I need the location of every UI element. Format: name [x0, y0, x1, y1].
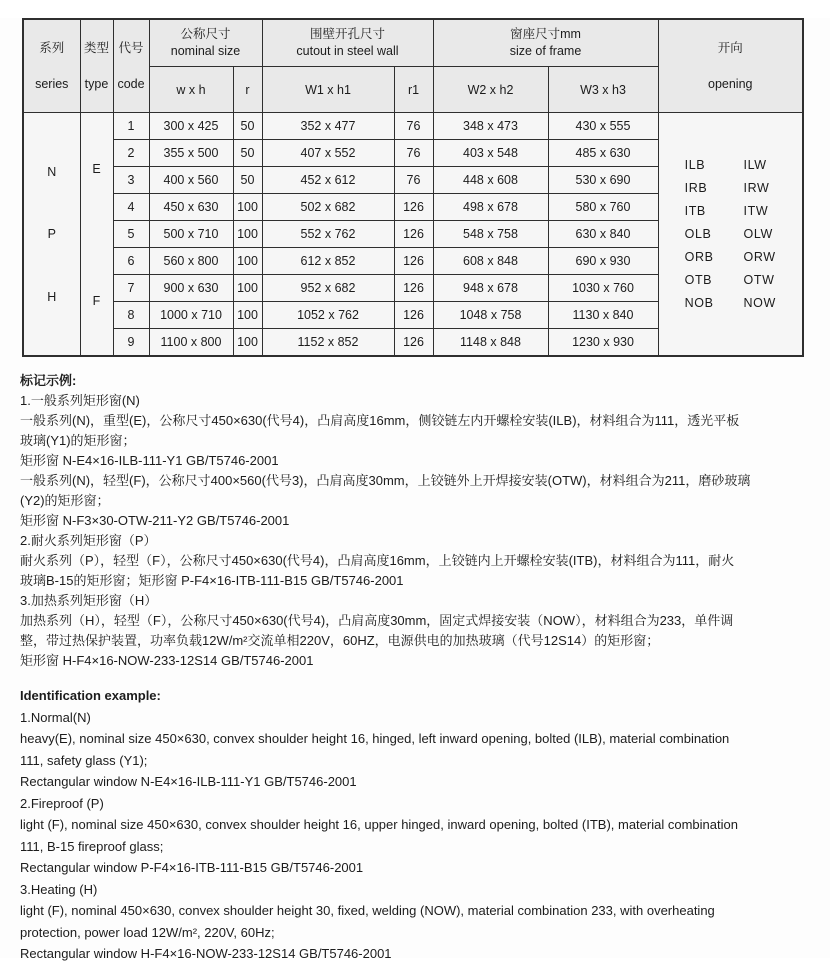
cell-r: 100: [233, 248, 262, 275]
header-cutout-en: cutout in steel wall: [296, 44, 399, 58]
cell-r: 100: [233, 275, 262, 302]
note-line: 111, safety glass (Y1);: [20, 752, 148, 768]
header-frame-size: [433, 19, 658, 67]
cell-r1: 126: [394, 194, 433, 221]
header-nominal-en: nominal size: [170, 44, 241, 58]
type-E: E: [92, 162, 101, 176]
cell-w2h2: 608 x 848: [433, 248, 548, 275]
series-H: H: [47, 289, 57, 304]
cell-r: 100: [233, 194, 262, 221]
notes-english: [20, 685, 830, 965]
header-r: r: [233, 67, 262, 113]
header-nominal-size: [149, 19, 262, 67]
opening-code: NOW: [743, 296, 776, 310]
opening-code: IRB: [684, 181, 708, 195]
header-frame-cn: 窗座尺寸mm: [510, 27, 581, 41]
table-row: [23, 113, 803, 140]
header-frame-en: size of frame: [509, 44, 582, 58]
cell-r: 50: [233, 140, 262, 167]
document-page: [0, 18, 830, 961]
cell-wxh: 400 x 560: [149, 167, 233, 194]
opening-code: IRW: [743, 181, 770, 195]
notes-en-title: Identification example:: [20, 688, 161, 703]
cell-code: 6: [113, 248, 149, 275]
cell-w1h1: 352 x 477: [262, 113, 394, 140]
series-cell: [23, 113, 80, 357]
cell-w3h3: 430 x 555: [548, 113, 658, 140]
opening-code: ORW: [743, 250, 776, 264]
opening-code: ORB: [684, 250, 714, 264]
notes-chinese: [20, 371, 830, 671]
note-line: protection, power load 12W/m², 220V, 60Hz;: [20, 924, 275, 940]
cell-w1h1: 952 x 682: [262, 275, 394, 302]
cell-r: 50: [233, 113, 262, 140]
cell-w2h2: 1048 x 758: [433, 302, 548, 329]
cell-r1: 126: [394, 221, 433, 248]
cell-w3h3: 630 x 840: [548, 221, 658, 248]
cell-w1h1: 407 x 552: [262, 140, 394, 167]
cell-wxh: 900 x 630: [149, 275, 233, 302]
header-opening-en: opening: [708, 76, 753, 91]
cell-w2h2: 403 x 548: [433, 140, 548, 167]
opening-code: ILB: [684, 158, 706, 172]
table-header-row-1: [23, 19, 803, 67]
notes-cn-title: 标记示例:: [20, 373, 77, 388]
opening-code: NOB: [684, 296, 714, 310]
spec-table: [22, 18, 804, 357]
type-cell: [80, 113, 113, 357]
cell-w2h2: 948 x 678: [433, 275, 548, 302]
header-code-cn: 代号: [118, 41, 144, 56]
header-series-en: series: [35, 76, 69, 91]
note-line: 3.加热系列矩形窗（H）: [20, 593, 158, 608]
note-line: 矩形窗 N-E4×16-ILB-111-Y1 GB/T5746-2001: [20, 453, 279, 468]
opening-code: OTB: [684, 273, 713, 287]
note-line: light (F), nominal size 450×630, convex shoulder height 16, upper hinged, inward opening, bolted (ITB), material combination: [20, 817, 738, 832]
header-type-en: type: [84, 76, 109, 91]
opening-code: OLW: [743, 227, 773, 241]
cell-r1: 126: [394, 329, 433, 357]
header-type: [80, 19, 113, 113]
header-code: [113, 19, 149, 113]
series-P: P: [47, 227, 56, 241]
note-line: 3.Heating (H): [20, 881, 98, 897]
cell-code: 5: [113, 221, 149, 248]
note-line: 2.耐火系列矩形窗（P）: [20, 533, 157, 548]
cell-code: 1: [113, 113, 149, 140]
cell-wxh: 450 x 630: [149, 194, 233, 221]
cell-r1: 126: [394, 302, 433, 329]
cell-wxh: 560 x 800: [149, 248, 233, 275]
note-line: (Y2)的矩形窗；: [20, 493, 110, 508]
type-F: F: [92, 294, 101, 308]
cell-w1h1: 612 x 852: [262, 248, 394, 275]
cell-w3h3: 530 x 690: [548, 167, 658, 194]
note-line: 耐火系列（P），轻型（F），公称尺寸450×630(代号4)，凸肩高度16mm，上铰链内上开螺栓安装(ITB)，材料组合为111，耐火: [20, 553, 735, 568]
cell-r: 100: [233, 329, 262, 357]
note-line: Rectangular window N-E4×16-ILB-111-Y1 GB/T5746-2001: [20, 774, 357, 789]
opening-code: ITB: [684, 204, 706, 218]
cell-w2h2: 1148 x 848: [433, 329, 548, 357]
opening-code: ITW: [743, 204, 769, 218]
cell-r1: 126: [394, 275, 433, 302]
cell-wxh: 355 x 500: [149, 140, 233, 167]
note-line: 矩形窗 N-F3×30-OTW-211-Y2 GB/T5746-2001: [20, 513, 290, 528]
opening-code: OTW: [743, 273, 775, 287]
header-opening: [658, 19, 803, 113]
cell-r: 100: [233, 221, 262, 248]
cell-r1: 126: [394, 248, 433, 275]
cell-wxh: 300 x 425: [149, 113, 233, 140]
cell-wxh: 1000 x 710: [149, 302, 233, 329]
note-line: 加热系列（H），轻型（F），公称尺寸450×630(代号4)，凸肩高度30mm，固定式焊接安装（NOW），材料组合为233，单件调: [20, 613, 734, 628]
cell-w3h3: 580 x 760: [548, 194, 658, 221]
cell-code: 2: [113, 140, 149, 167]
header-type-cn: 类型: [83, 41, 109, 56]
cell-code: 8: [113, 302, 149, 329]
cell-w1h1: 452 x 612: [262, 167, 394, 194]
cell-w3h3: 1130 x 840: [548, 302, 658, 329]
note-line: 1.Normal(N): [20, 709, 91, 725]
cell-code: 3: [113, 167, 149, 194]
header-w3xh3: W3 x h3: [548, 67, 658, 113]
cell-code: 4: [113, 194, 149, 221]
header-wxh: w x h: [149, 67, 233, 113]
cell-r1: 76: [394, 140, 433, 167]
note-line: 一般系列(N)，轻型(F)，公称尺寸400×560(代号3)，凸肩高度30mm，上铰链外上开焊接安装(OTW)，材料组合为211，磨砂玻璃: [20, 473, 751, 488]
header-nominal-cn: 公称尺寸: [180, 27, 231, 41]
note-line: 1.一般系列矩形窗(N): [20, 393, 140, 408]
note-line: 玻璃B-15的矩形窗；矩形窗 P-F4×16-ITB-111-B15 GB/T5746-2001: [20, 573, 404, 588]
cell-r1: 76: [394, 113, 433, 140]
header-w2xh2: W2 x h2: [433, 67, 548, 113]
header-r1: r1: [394, 67, 433, 113]
note-line: 矩形窗 H-F4×16-NOW-233-12S14 GB/T5746-2001: [20, 653, 314, 668]
note-line: 玻璃(Y1)的矩形窗；: [20, 433, 136, 448]
note-line: 一般系列(N)，重型(E)，公称尺寸450×630(代号4)，凸肩高度16mm，侧铰链左内开螺栓安装(ILB)，材料组合为111，透光平板: [20, 413, 740, 428]
opening-code: OLB: [684, 227, 712, 241]
cell-w2h2: 498 x 678: [433, 194, 548, 221]
cell-r: 50: [233, 167, 262, 194]
cell-w3h3: 1030 x 760: [548, 275, 658, 302]
header-series: [23, 19, 80, 113]
cell-w1h1: 1052 x 762: [262, 302, 394, 329]
header-cutout: [262, 19, 433, 67]
cell-r1: 76: [394, 167, 433, 194]
cell-w1h1: 502 x 682: [262, 194, 394, 221]
cell-wxh: 500 x 710: [149, 221, 233, 248]
cell-code: 7: [113, 275, 149, 302]
opening-code: ILW: [743, 158, 767, 172]
cell-w1h1: 552 x 762: [262, 221, 394, 248]
header-w1xh1: W1 x h1: [262, 67, 394, 113]
cell-w2h2: 348 x 473: [433, 113, 548, 140]
cell-code: 9: [113, 329, 149, 357]
note-line: Rectangular window P-F4×16-ITB-111-B15 GB/T5746-2001: [20, 860, 364, 875]
cell-r: 100: [233, 302, 262, 329]
note-line: Rectangular window H-F4×16-NOW-233-12S14 GB/T5746-2001: [20, 946, 392, 961]
cell-w2h2: 448 x 608: [433, 167, 548, 194]
note-line: heavy(E), nominal size 450×630, convex shoulder height 16, hinged, left inward opening, bolted (ILB), material combination: [20, 731, 730, 746]
note-line: 2.Fireproof (P): [20, 795, 104, 811]
note-line: light (F), nominal 450×630, convex shoulder height 30, fixed, welding (NOW), material combination 233, with overheating: [20, 903, 715, 918]
header-series-cn: 系列: [39, 41, 65, 56]
opening-cell: [658, 113, 803, 357]
series-N: N: [47, 164, 57, 179]
cell-w1h1: 1152 x 852: [262, 329, 394, 357]
note-line: 整，带过热保护装置，功率负载12W/m²交流单相220V，60HZ，电源供电的加热玻璃（代号12S14）的矩形窗；: [20, 633, 660, 648]
cell-w3h3: 485 x 630: [548, 140, 658, 167]
header-code-en: code: [117, 76, 145, 91]
cell-w2h2: 548 x 758: [433, 221, 548, 248]
cell-wxh: 1100 x 800: [149, 329, 233, 357]
header-opening-cn: 开向: [717, 41, 743, 56]
note-line: 111, B-15 fireproof glass;: [20, 838, 164, 854]
header-cutout-cn: 围壁开孔尺寸: [309, 27, 385, 41]
cell-w3h3: 1230 x 930: [548, 329, 658, 357]
cell-w3h3: 690 x 930: [548, 248, 658, 275]
